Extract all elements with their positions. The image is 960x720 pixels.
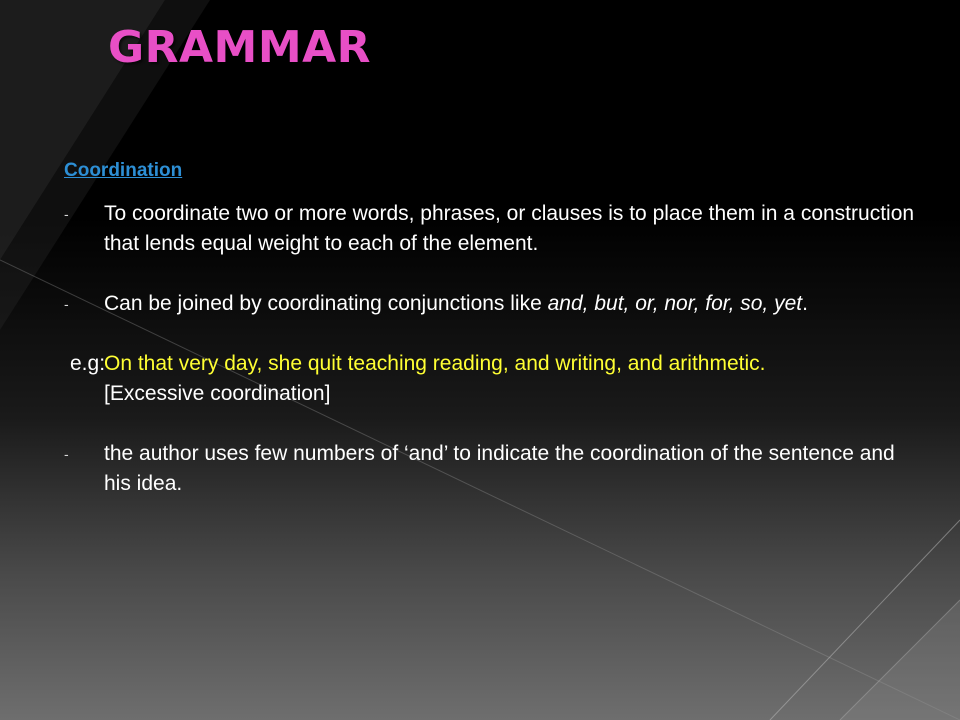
bullet-dash: - xyxy=(64,296,69,312)
bullet-text: the author uses few numbers of ‘and’ to indicate the coordination of the sentence and his idea. xyxy=(104,442,895,495)
conjunction-list: and, but, or, nor, for, so, yet xyxy=(547,292,803,315)
bullet-dash: - xyxy=(64,206,69,222)
slide-title: GRAMMAR xyxy=(108,22,372,73)
example-note: [Excessive coordination] xyxy=(104,382,331,405)
bullet-text: Can be joined by coordinating conjunctions like xyxy=(104,292,548,315)
slide-body xyxy=(64,156,924,499)
bullet-text-end: . xyxy=(802,292,808,315)
example-sentence: On that very day, she quit teaching reading, and writing, and arithmetic. xyxy=(104,352,766,375)
bullet-text: To coordinate two or more words, phrases, or clauses is to place them in a construction that lends equal weight to each of the element. xyxy=(104,202,915,255)
bullet-item xyxy=(64,439,924,499)
example-label: e.g: xyxy=(70,352,106,375)
example-block xyxy=(64,349,924,409)
bullet-item xyxy=(64,289,924,319)
section-heading: Coordination xyxy=(64,160,183,181)
bullet-item xyxy=(64,199,924,259)
bullet-dash: - xyxy=(64,446,69,462)
